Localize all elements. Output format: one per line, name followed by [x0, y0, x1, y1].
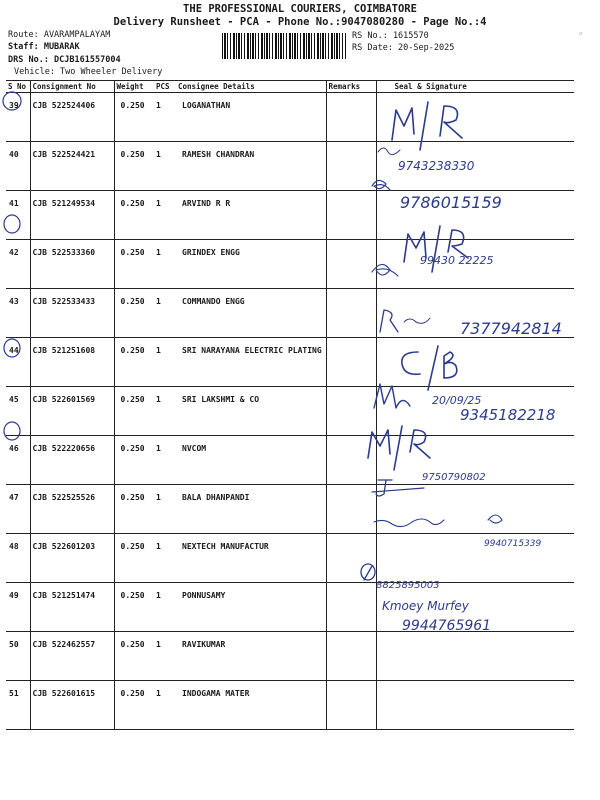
row-consignee-text: RAVIKUMAR: [182, 640, 226, 649]
row-sno-text: 39: [9, 101, 19, 110]
drs-number: DRS No.: DCJB161557004: [8, 55, 121, 65]
row-weight: [114, 681, 154, 730]
row-remarks: [326, 142, 376, 191]
row-sno-text: 50: [9, 640, 19, 649]
row-weight: [114, 338, 154, 387]
runsheet-table: [6, 80, 574, 730]
row-consignment-no-text: CJB 522533433: [32, 297, 96, 306]
phone-48: 9750790802: [422, 472, 486, 483]
row-consignment-no-text: CJB 522601569: [32, 395, 96, 404]
row-consignment-no-text: CJB 522220656: [32, 444, 96, 453]
row-pcs: [154, 632, 176, 681]
vehicle-label: Vehicle: Two Wheeler Delivery: [14, 67, 163, 77]
row-remarks: [326, 289, 376, 338]
row-weight: [114, 583, 154, 632]
row-pcs: [154, 387, 176, 436]
row-consignee: [176, 240, 326, 289]
row-consignment-no-text: CJB 521251474: [32, 591, 96, 600]
row-pcs-text: 1: [156, 640, 161, 649]
row-consignment-no-text: CJB 522524421: [32, 150, 96, 159]
col-header-weight: Weight: [114, 81, 154, 93]
row-signature: [376, 289, 574, 338]
phone-44: 7377942814: [460, 319, 562, 338]
row-consignment-no-text: CJB 522525526: [32, 493, 96, 502]
row-consignee-text: SRI LAKSHMI & CO: [182, 395, 260, 404]
row-sno-text: 42: [9, 248, 19, 257]
row-weight-text: 0.250: [120, 346, 145, 355]
row-consignee: [176, 632, 326, 681]
row-consignment-no: [30, 387, 114, 436]
row-weight-text: 0.250: [120, 395, 145, 404]
row-remarks: [326, 387, 376, 436]
row-pcs: [154, 583, 176, 632]
row-consignee: [176, 485, 326, 534]
phone-46: 9345182218: [460, 406, 556, 424]
row-consignee-text: GRINDEX ENGG: [182, 248, 240, 257]
row-signature: [376, 436, 574, 485]
row-pcs: [154, 338, 176, 387]
barcode-image: [222, 33, 346, 59]
row-sno-text: 45: [9, 395, 19, 404]
row-pcs-text: 1: [156, 395, 161, 404]
row-consignment-no: [30, 534, 114, 583]
row-weight-text: 0.250: [120, 297, 145, 306]
phone-41: 9786015159: [400, 193, 502, 212]
row-consignee-text: LOGANATHAN: [182, 101, 231, 110]
row-signature: [376, 387, 574, 436]
row-sno-text: 47: [9, 493, 19, 502]
row-consignee: [176, 338, 326, 387]
row-consignee: [176, 93, 326, 142]
row-sno: [6, 191, 30, 240]
row-consignee-text: INDOGAMA MATER: [182, 689, 250, 698]
row-weight: [114, 632, 154, 681]
row-consignment-no: [30, 289, 114, 338]
row-signature: [376, 681, 574, 730]
row-sno: [6, 93, 30, 142]
table-row: [6, 534, 574, 583]
table-row: [6, 142, 574, 191]
row-signature: [376, 93, 574, 142]
row-signature: [376, 338, 574, 387]
row-sno-text: 51: [9, 689, 19, 698]
phone-51: 9944765961: [402, 618, 492, 634]
phone-49: 9940715339: [484, 539, 542, 549]
row-weight: [114, 485, 154, 534]
row-consignment-no: [30, 583, 114, 632]
row-consignee-text: COMMANDO ENGG: [182, 297, 245, 306]
row-remarks: [326, 583, 376, 632]
row-consignment-no: [30, 681, 114, 730]
table-row: [6, 387, 574, 436]
row-weight: [114, 191, 154, 240]
row-pcs-text: 1: [156, 248, 161, 257]
row-pcs: [154, 534, 176, 583]
row-signature: [376, 632, 574, 681]
row-sno: [6, 485, 30, 534]
runsheet-subtitle: Delivery Runsheet - PCA - Phone No.:9047080280 - Page No.:4: [113, 16, 487, 28]
row-pcs: [154, 289, 176, 338]
row-remarks: [326, 632, 376, 681]
row-consignee-text: ARVIND R R: [182, 199, 231, 208]
phone-43: 99430 22225: [420, 254, 494, 267]
corner-dot-mark: ◦: [578, 30, 584, 40]
row-weight-text: 0.250: [120, 591, 145, 600]
row-sno-text: 43: [9, 297, 19, 306]
row-sno: [6, 583, 30, 632]
table-row: [6, 436, 574, 485]
row-sno-text: 41: [9, 199, 19, 208]
row-signature: [376, 191, 574, 240]
phone-40: 9743238330: [398, 159, 475, 173]
row-weight: [114, 240, 154, 289]
row-consignee: [176, 436, 326, 485]
col-header-sno: S No: [6, 81, 30, 93]
table-row: [6, 681, 574, 730]
row-consignee-text: NVCOM: [182, 444, 207, 453]
row-weight: [114, 289, 154, 338]
table-row: [6, 93, 574, 142]
row-consignment-no-text: CJB 521249534: [32, 199, 96, 208]
row-sno: [6, 387, 30, 436]
row-consignee-text: BALA DHANPANDI: [182, 493, 250, 502]
row-consignee: [176, 191, 326, 240]
table-row: [6, 240, 574, 289]
col-header-consignment: Consignment No: [30, 81, 114, 93]
row-consignment-no: [30, 240, 114, 289]
row-remarks: [326, 485, 376, 534]
row-pcs-text: 1: [156, 689, 161, 698]
row-pcs: [154, 93, 176, 142]
row-sno: [6, 240, 30, 289]
row-consignment-no: [30, 93, 114, 142]
row-weight-text: 0.250: [120, 542, 145, 551]
row-pcs: [154, 436, 176, 485]
row-weight-text: 0.250: [120, 444, 145, 453]
row-pcs-text: 1: [156, 346, 161, 355]
row-weight: [114, 387, 154, 436]
row-signature: [376, 240, 574, 289]
row-weight-text: 0.250: [120, 493, 145, 502]
row-consignment-no: [30, 436, 114, 485]
row-sno-text: 44: [9, 346, 19, 355]
row-consignment-no: [30, 632, 114, 681]
row-pcs-text: 1: [156, 444, 161, 453]
row-pcs: [154, 240, 176, 289]
staff-label: Staff: MUBARAK: [8, 42, 80, 52]
row-consignment-no: [30, 338, 114, 387]
company-title: THE PROFESSIONAL COURIERS, COIMBATORE: [183, 3, 417, 15]
row-consignee: [176, 681, 326, 730]
row-consignee-text: PONNUSAMY: [182, 591, 226, 600]
row-signature: [376, 534, 574, 583]
row-pcs-text: 1: [156, 542, 161, 551]
phone-50: 8825895003: [376, 580, 440, 591]
row-signature: [376, 583, 574, 632]
row-weight-text: 0.250: [120, 640, 145, 649]
row-consignee-text: SRI NARAYANA ELECTRIC PLATING: [182, 346, 322, 355]
row-weight: [114, 436, 154, 485]
row-sno-text: 40: [9, 150, 19, 159]
row-remarks: [326, 338, 376, 387]
row-pcs: [154, 142, 176, 191]
row-pcs-text: 1: [156, 101, 161, 110]
table-row: [6, 289, 574, 338]
row-sno: [6, 142, 30, 191]
rs-number: RS No.: 1615570: [352, 31, 429, 41]
col-header-remarks: Remarks: [326, 81, 376, 93]
row-weight: [114, 93, 154, 142]
row-pcs-text: 1: [156, 199, 161, 208]
row-weight: [114, 534, 154, 583]
row-sno: [6, 436, 30, 485]
row-pcs-text: 1: [156, 150, 161, 159]
table-row: [6, 632, 574, 681]
col-header-signature: Seal & Signature: [376, 81, 574, 93]
row-consignment-no-text: CJB 521251608: [32, 346, 96, 355]
rs-date: RS Date: 20-Sep-2025: [352, 43, 455, 53]
row-consignment-no-text: CJB 522601203: [32, 542, 96, 551]
row-weight-text: 0.250: [120, 199, 145, 208]
row-consignment-no: [30, 485, 114, 534]
row-weight-text: 0.250: [120, 248, 145, 257]
row-weight: [114, 142, 154, 191]
table-row: [6, 338, 574, 387]
row-consignee: [176, 142, 326, 191]
table-row: [6, 485, 574, 534]
row-pcs-text: 1: [156, 493, 161, 502]
row-consignment-no: [30, 142, 114, 191]
row-signature: [376, 485, 574, 534]
table-header-row: [6, 81, 574, 93]
table-row: [6, 583, 574, 632]
row-remarks: [326, 191, 376, 240]
row-sno: [6, 681, 30, 730]
col-header-consignee: Consignee Details: [176, 81, 326, 93]
row-sno: [6, 632, 30, 681]
row-consignment-no-text: CJB 522524406: [32, 101, 96, 110]
row-pcs-text: 1: [156, 591, 161, 600]
row-consignment-no-text: CJB 522533360: [32, 248, 96, 257]
row-weight-text: 0.250: [120, 689, 145, 698]
row-consignment-no-text: CJB 522462557: [32, 640, 96, 649]
row-consignee: [176, 387, 326, 436]
row-remarks: [326, 681, 376, 730]
row-pcs: [154, 681, 176, 730]
row-weight-text: 0.250: [120, 101, 145, 110]
row-sno-text: 49: [9, 591, 19, 600]
row-remarks: [326, 436, 376, 485]
row-consignee: [176, 583, 326, 632]
row-sno: [6, 338, 30, 387]
row-weight-text: 0.250: [120, 150, 145, 159]
row-consignee-text: NEXTECH MANUFACTUR: [182, 542, 269, 551]
date-46: 20/09/25: [432, 394, 482, 407]
row-sno-text: 48: [9, 542, 19, 551]
row-consignment-no-text: CJB 522601615: [32, 689, 96, 698]
row-remarks: [326, 93, 376, 142]
row-consignee: [176, 534, 326, 583]
row-remarks: [326, 240, 376, 289]
row-pcs: [154, 191, 176, 240]
row-sno: [6, 289, 30, 338]
row-pcs-text: 1: [156, 297, 161, 306]
row-pcs: [154, 485, 176, 534]
row-consignee-text: RAMESH CHANDRAN: [182, 150, 255, 159]
col-header-pcs: PCS: [154, 81, 176, 93]
route-label: Route: AVARAMPALAYAM: [8, 30, 111, 40]
table-row: [6, 191, 574, 240]
row-remarks: [326, 534, 376, 583]
row-consignee: [176, 289, 326, 338]
row-signature: [376, 142, 574, 191]
row-sno-text: 46: [9, 444, 19, 453]
row-sno: [6, 534, 30, 583]
row-consignment-no: [30, 191, 114, 240]
name-51: Kmoey Murfey: [382, 599, 469, 613]
